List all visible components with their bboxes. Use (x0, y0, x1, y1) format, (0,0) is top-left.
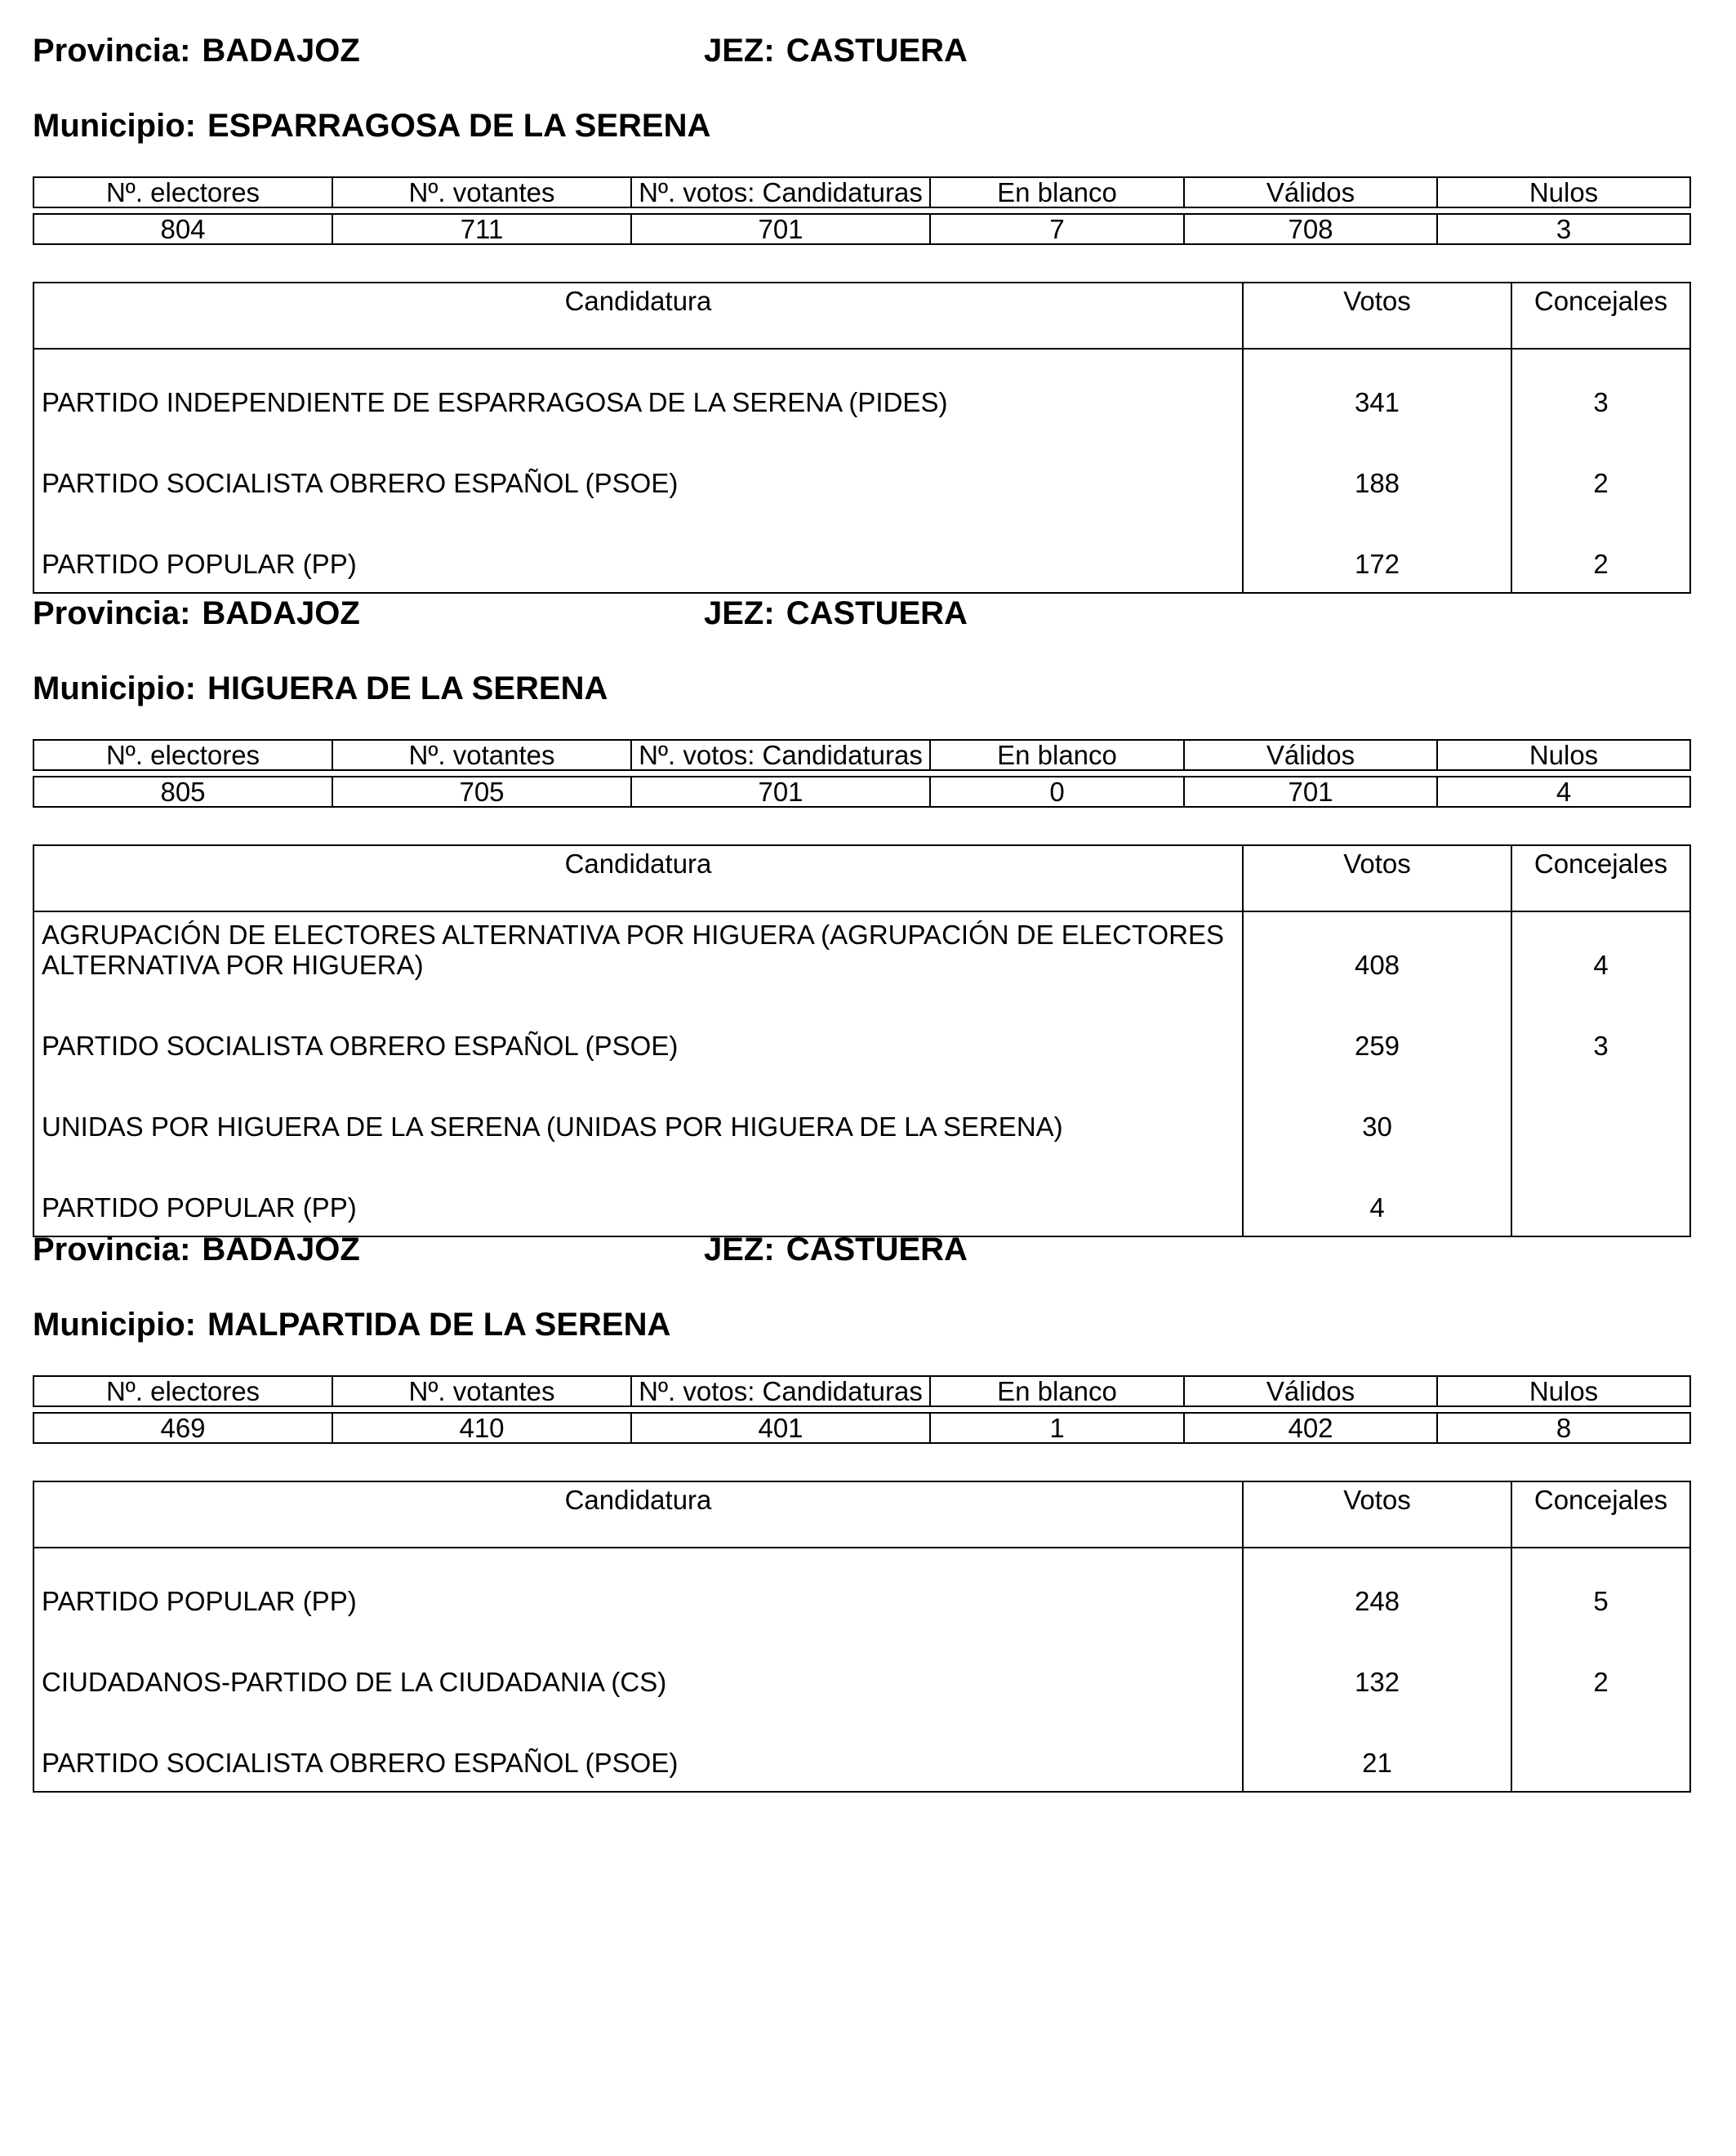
candidatura-header: Candidatura (33, 283, 1243, 349)
stats-header-cell: En blanco (930, 740, 1184, 770)
concejales-value: 2 (1511, 1629, 1690, 1710)
provincia-header (33, 31, 360, 70)
concejales-value: 3 (1511, 349, 1690, 430)
table-row (33, 1629, 1690, 1710)
jez-value: CASTUERA (786, 33, 968, 69)
votos-value: 248 (1243, 1548, 1511, 1629)
stats-value-cell: 804 (33, 214, 332, 244)
table-row (33, 1710, 1690, 1792)
provincia-label: Provincia: (33, 595, 191, 631)
municipio-label: Municipio: (33, 108, 196, 144)
provincia-value: BADAJOZ (202, 33, 360, 69)
concejales-value (1511, 1074, 1690, 1155)
stats-header-cell: Nº. electores (33, 177, 332, 207)
stats-header-cell: Nulos (1437, 1376, 1690, 1406)
table-row (33, 511, 1690, 593)
municipio-header (33, 1305, 670, 1344)
votos-value: 188 (1243, 430, 1511, 511)
stats-header-cell: En blanco (930, 1376, 1184, 1406)
jez-header (704, 1230, 968, 1269)
votos-value: 30 (1243, 1074, 1511, 1155)
candidaturas-table (33, 844, 1691, 1237)
stats-value-cell: 402 (1184, 1413, 1437, 1443)
votos-value: 408 (1243, 911, 1511, 993)
table-row (33, 430, 1690, 511)
stats-value-cell: 701 (631, 777, 930, 807)
votos-value: 4 (1243, 1155, 1511, 1236)
table-row (33, 1548, 1690, 1629)
stats-value-cell: 0 (930, 777, 1184, 807)
municipio-label: Municipio: (33, 1307, 196, 1343)
stats-value-cell: 701 (1184, 777, 1437, 807)
stats-value-row (33, 214, 1690, 244)
stats-value-cell: 4 (1437, 777, 1690, 807)
concejales-header: Concejales (1511, 1481, 1690, 1548)
candidaturas-header-row (33, 1481, 1690, 1548)
stats-header-cell: Nº. electores (33, 1376, 332, 1406)
concejales-value (1511, 1155, 1690, 1236)
stats-value-cell: 8 (1437, 1413, 1690, 1443)
candidaturas-table (33, 282, 1691, 594)
provincia-label: Provincia: (33, 33, 191, 69)
concejales-value: 2 (1511, 430, 1690, 511)
candidatura-header: Candidatura (33, 1481, 1243, 1548)
votos-value: 21 (1243, 1710, 1511, 1792)
votos-header: Votos (1243, 845, 1511, 911)
municipio-value: ESPARRAGOSA DE LA SERENA (207, 108, 711, 144)
candidatura-name: AGRUPACIÓN DE ELECTORES ALTERNATIVA POR HIGUERA (AGRUPACIÓN DE ELECTORES ALTERNATIVA POR HIGUERA) (42, 920, 1225, 980)
stats-value-cell: 3 (1437, 214, 1690, 244)
candidatura-name: PARTIDO SOCIALISTA OBRERO ESPAÑOL (PSOE) (42, 468, 679, 498)
candidaturas-header-row (33, 845, 1690, 911)
stats-value-cell: 708 (1184, 214, 1437, 244)
votos-value: 341 (1243, 349, 1511, 430)
concejales-header: Concejales (1511, 283, 1690, 349)
votos-header: Votos (1243, 283, 1511, 349)
table-row (33, 911, 1690, 993)
votos-value: 259 (1243, 993, 1511, 1074)
municipio-value: MALPARTIDA DE LA SERENA (207, 1307, 671, 1343)
table-row (33, 1074, 1690, 1155)
jez-label: JEZ: (704, 1232, 775, 1267)
stats-value-cell: 1 (930, 1413, 1184, 1443)
votos-value: 132 (1243, 1629, 1511, 1710)
stats-header-cell: Nº. votos: Candidaturas (631, 177, 930, 207)
concejales-header: Concejales (1511, 845, 1690, 911)
votos-value: 172 (1243, 511, 1511, 593)
candidatura-name: PARTIDO INDEPENDIENTE DE ESPARRAGOSA DE LA SERENA (PIDES) (42, 387, 948, 417)
candidatura-name: PARTIDO SOCIALISTA OBRERO ESPAÑOL (PSOE) (42, 1748, 679, 1778)
stats-header-cell: Nº. votantes (332, 1376, 631, 1406)
candidatura-name: PARTIDO POPULAR (PP) (42, 1192, 357, 1223)
stats-value-row (33, 1413, 1690, 1443)
stats-header-cell: Nº. votos: Candidaturas (631, 740, 930, 770)
stats-value-cell: 469 (33, 1413, 332, 1443)
municipio-value: HIGUERA DE LA SERENA (207, 670, 608, 706)
provincia-value: BADAJOZ (202, 595, 360, 631)
jez-value: CASTUERA (786, 1232, 968, 1267)
stats-header-cell: Nº. votos: Candidaturas (631, 1376, 930, 1406)
candidatura-name: CIUDADANOS-PARTIDO DE LA CIUDADANIA (CS) (42, 1667, 667, 1697)
stats-header-row (33, 740, 1690, 770)
stats-value-cell: 705 (332, 777, 631, 807)
stats-value-cell: 7 (930, 214, 1184, 244)
municipio-header (33, 669, 608, 708)
stats-value-cell: 711 (332, 214, 631, 244)
stats-value-row (33, 777, 1690, 807)
concejales-value: 3 (1511, 993, 1690, 1074)
municipio-header (33, 106, 710, 145)
concejales-value (1511, 1710, 1690, 1792)
stats-header-cell: Nº. electores (33, 740, 332, 770)
candidaturas-table (33, 1481, 1691, 1793)
stats-header-cell: Nº. votantes (332, 177, 631, 207)
provincia-value: BADAJOZ (202, 1232, 360, 1267)
municipio-label: Municipio: (33, 670, 196, 706)
concejales-value: 5 (1511, 1548, 1690, 1629)
jez-label: JEZ: (704, 595, 775, 631)
candidatura-name: UNIDAS POR HIGUERA DE LA SERENA (UNIDAS POR HIGUERA DE LA SERENA) (42, 1111, 1063, 1142)
stats-header-cell: Válidos (1184, 177, 1437, 207)
candidatura-header: Candidatura (33, 845, 1243, 911)
stats-value-cell: 401 (631, 1413, 930, 1443)
stats-value-cell: 410 (332, 1413, 631, 1443)
stats-table (33, 739, 1691, 808)
stats-value-cell: 701 (631, 214, 930, 244)
jez-header (704, 594, 968, 633)
stats-header-row (33, 1376, 1690, 1406)
stats-header-row (33, 177, 1690, 207)
stats-header-cell: En blanco (930, 177, 1184, 207)
table-row (33, 993, 1690, 1074)
provincia-label: Provincia: (33, 1232, 191, 1267)
concejales-value: 2 (1511, 511, 1690, 593)
candidatura-name: PARTIDO POPULAR (PP) (42, 1586, 357, 1616)
table-row (33, 349, 1690, 430)
stats-table (33, 1375, 1691, 1444)
candidatura-name: PARTIDO POPULAR (PP) (42, 549, 357, 579)
candidaturas-header-row (33, 283, 1690, 349)
jez-label: JEZ: (704, 33, 775, 69)
concejales-value: 4 (1511, 911, 1690, 993)
stats-header-cell: Nulos (1437, 740, 1690, 770)
stats-header-cell: Válidos (1184, 740, 1437, 770)
stats-header-cell: Nulos (1437, 177, 1690, 207)
candidatura-name: PARTIDO SOCIALISTA OBRERO ESPAÑOL (PSOE) (42, 1031, 679, 1061)
stats-header-cell: Nº. votantes (332, 740, 631, 770)
table-row (33, 1155, 1690, 1236)
stats-header-cell: Válidos (1184, 1376, 1437, 1406)
jez-header (704, 31, 968, 70)
stats-value-cell: 805 (33, 777, 332, 807)
provincia-header (33, 1230, 360, 1269)
jez-value: CASTUERA (786, 595, 968, 631)
stats-table (33, 176, 1691, 245)
provincia-header (33, 594, 360, 633)
votos-header: Votos (1243, 1481, 1511, 1548)
